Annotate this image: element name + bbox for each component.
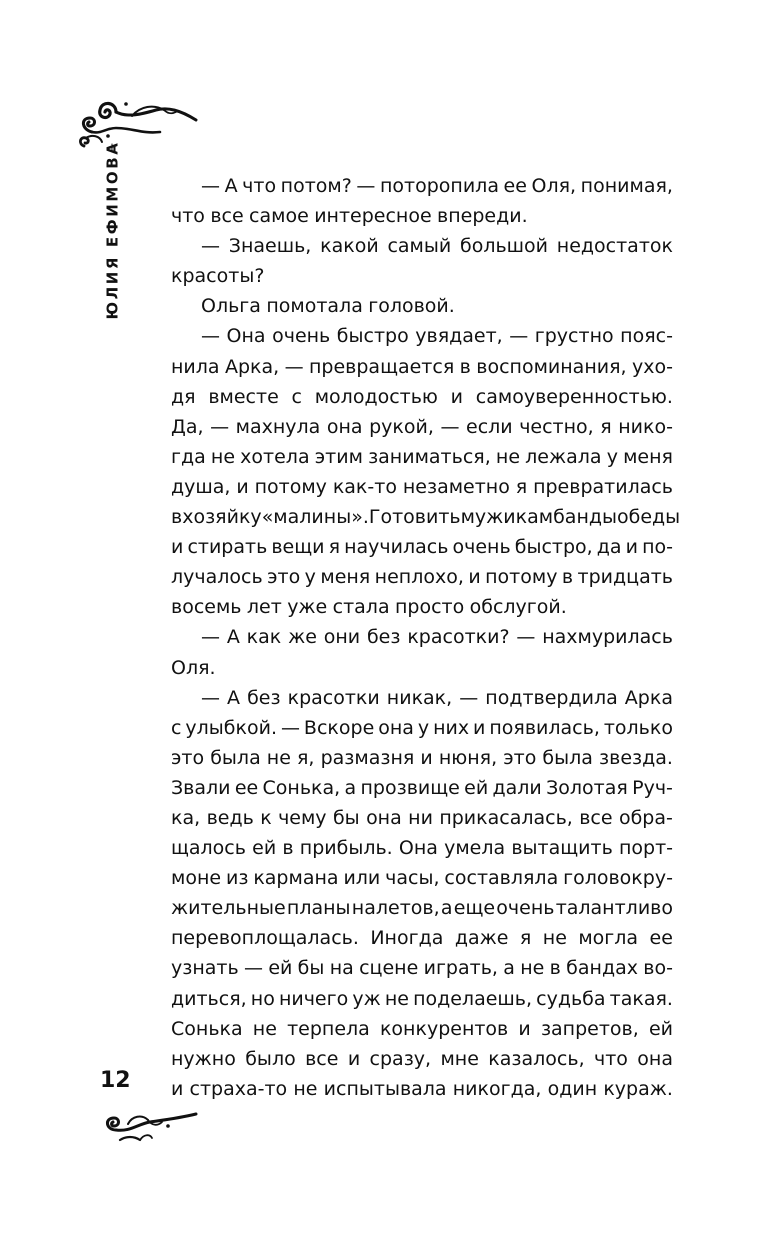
word: и <box>347 1047 361 1070</box>
word: и <box>171 1077 184 1100</box>
word: А <box>224 175 238 197</box>
word: налетов, <box>351 897 440 920</box>
word: «малины». <box>261 506 369 529</box>
text-line <box>171 743 673 773</box>
word: Звали <box>171 776 231 799</box>
word: обра- <box>618 806 673 829</box>
word: это <box>267 566 301 589</box>
word: в <box>561 566 574 589</box>
word: ни <box>408 806 433 829</box>
word: не <box>266 746 291 769</box>
word: и <box>236 475 249 498</box>
word: очень <box>452 536 511 559</box>
word: Оля. <box>171 656 216 679</box>
text-line <box>171 201 673 231</box>
text-line <box>171 502 681 532</box>
paragraph-2 <box>171 231 673 291</box>
word: и <box>625 536 639 559</box>
word: я <box>519 927 532 950</box>
text-line <box>171 532 673 562</box>
word: Золотая <box>546 776 628 799</box>
word: потом? <box>280 175 352 197</box>
word: Арка, <box>224 355 280 378</box>
word: честно, <box>519 415 594 438</box>
word: головой. <box>368 295 455 318</box>
word: без <box>366 626 401 649</box>
text-line <box>171 442 673 472</box>
word: — <box>440 415 460 438</box>
word: диться, <box>171 987 247 1010</box>
word: она <box>326 415 363 438</box>
word: и <box>171 536 184 559</box>
word: такая. <box>609 987 673 1010</box>
word: поделаешь, <box>413 987 533 1010</box>
word: ведь <box>206 806 254 829</box>
word: никогда, <box>452 1077 542 1100</box>
word: она <box>637 1047 673 1070</box>
word: все <box>305 1047 339 1070</box>
word: головокру- <box>563 867 673 890</box>
word: банды <box>553 506 618 529</box>
word: дали <box>492 776 542 799</box>
word: не <box>293 1077 318 1100</box>
word: я <box>600 415 612 438</box>
word: и <box>518 1017 531 1040</box>
word: если <box>466 415 513 438</box>
word: превращается <box>309 355 455 378</box>
word: — <box>210 415 230 438</box>
word: увядает, <box>415 325 503 348</box>
word: могла <box>578 927 639 950</box>
word: у <box>417 716 430 739</box>
word: и <box>420 746 433 769</box>
word: лет <box>246 596 282 619</box>
text-line <box>171 1074 673 1104</box>
word: — <box>280 716 300 739</box>
word: судьба <box>536 987 606 1010</box>
word: недостаток <box>556 235 673 258</box>
word: обеды <box>617 506 681 529</box>
word: появилась, <box>489 716 600 739</box>
text-line <box>171 321 673 351</box>
word: уже <box>287 596 328 619</box>
word: А <box>227 686 241 709</box>
word: или <box>343 867 381 890</box>
word: вещи <box>271 536 325 559</box>
text-line <box>171 352 673 382</box>
word: уж <box>352 987 381 1010</box>
word: дя <box>171 385 196 408</box>
word: бы <box>297 957 325 980</box>
word: восемь <box>171 596 242 619</box>
word: большой <box>459 235 549 258</box>
word: ее <box>503 175 527 197</box>
word: ее <box>649 927 673 950</box>
paragraph-6 <box>171 683 673 1104</box>
body-text <box>171 171 681 1104</box>
word: Арка <box>624 686 673 709</box>
word: к <box>260 806 272 829</box>
word: хотела <box>240 445 310 468</box>
word: ей <box>648 1017 673 1040</box>
word: и <box>473 716 486 739</box>
word: воспоминания, <box>476 355 627 378</box>
word: Вскоре <box>303 716 375 739</box>
word: красотки? <box>407 626 510 649</box>
word: какой <box>320 235 379 258</box>
word: я <box>515 475 528 498</box>
word: — <box>284 355 304 378</box>
word: прозвище <box>360 776 460 799</box>
word: душа, <box>171 475 231 498</box>
word: узнать <box>171 957 239 980</box>
word: бы <box>332 806 360 829</box>
text-line <box>171 863 673 893</box>
word: была <box>542 746 593 769</box>
word: они <box>323 626 361 649</box>
word: нужно <box>171 1047 236 1070</box>
scroll-ornament-bottom-icon <box>100 1100 200 1148</box>
text-line <box>171 1044 673 1074</box>
word: ей <box>268 957 293 980</box>
word: самоуверенностью. <box>475 385 673 408</box>
word: ей <box>464 776 489 799</box>
word: талантливо <box>555 897 673 920</box>
word: них <box>433 716 470 739</box>
word: нахмурилась <box>542 626 673 649</box>
word: перевоплощалась. <box>171 927 359 950</box>
word: А <box>226 626 240 649</box>
word: Она <box>398 837 438 860</box>
text-line <box>171 923 673 953</box>
word: же <box>288 626 317 649</box>
paragraph-1 <box>171 171 673 231</box>
text-line <box>171 713 673 743</box>
word: Знаешь, <box>228 235 312 258</box>
word: с <box>291 385 302 408</box>
word: ее <box>234 776 259 799</box>
word: — <box>509 325 529 348</box>
word: что <box>594 1047 628 1070</box>
word: звезда. <box>599 746 673 769</box>
scroll-ornament-top-icon <box>72 88 202 158</box>
word: научилась <box>344 536 449 559</box>
word: потому <box>485 566 558 589</box>
text-line <box>171 683 673 713</box>
word: не <box>210 445 236 468</box>
word: быстро, <box>514 536 593 559</box>
word: терпела <box>287 1017 370 1040</box>
word: в <box>459 355 471 378</box>
word: с <box>171 716 182 739</box>
word: Сонька <box>171 1017 243 1040</box>
word: страха-то <box>189 1077 288 1100</box>
word: понимая, <box>580 175 673 197</box>
word: а <box>440 897 453 920</box>
word: рукой, <box>369 415 434 438</box>
word: Готовить <box>368 506 461 529</box>
word: ка, <box>171 806 201 829</box>
word: поторопила <box>379 175 499 197</box>
word: она <box>366 806 402 829</box>
word: Она <box>226 325 266 348</box>
word: незаметно <box>402 475 510 498</box>
word: я, <box>297 746 315 769</box>
word: мужикам <box>460 506 554 529</box>
paragraph-3 <box>171 291 673 321</box>
word: прикасалась, <box>439 806 573 829</box>
word: просто <box>394 596 465 619</box>
text-line <box>171 291 673 321</box>
word: — <box>201 235 220 258</box>
word: Иногда <box>370 927 444 950</box>
text-line <box>171 1014 673 1044</box>
word: испытывала <box>323 1077 447 1100</box>
word: чему <box>278 806 327 829</box>
text-line <box>171 472 673 502</box>
word: потому <box>254 475 327 498</box>
word: подтвердила <box>485 686 618 709</box>
text-line <box>171 653 673 683</box>
word: была <box>210 746 261 769</box>
word: лучалось <box>171 566 263 589</box>
word: не <box>384 987 409 1010</box>
word: да <box>596 536 622 559</box>
word: меня <box>623 445 673 468</box>
text-line <box>171 622 673 652</box>
word: Ольга <box>201 295 261 318</box>
word: и <box>450 385 464 408</box>
word: — <box>201 175 220 197</box>
word: не <box>252 1017 277 1040</box>
text-line <box>171 803 673 833</box>
word: моне <box>171 867 222 890</box>
text-line <box>171 953 673 983</box>
text-line <box>171 773 673 803</box>
word: конкурентов <box>379 1017 509 1040</box>
word: кураж. <box>603 1077 673 1100</box>
word: Оля, <box>531 175 577 197</box>
word: самое <box>249 205 309 228</box>
word: в <box>171 506 183 529</box>
word: сразу, <box>369 1047 432 1070</box>
word: красотки <box>287 686 380 709</box>
word: мне <box>440 1047 479 1070</box>
word: Руч- <box>632 776 673 799</box>
page-number: 12 <box>100 1068 131 1093</box>
word: порт- <box>618 837 673 860</box>
word: это <box>171 746 205 769</box>
word: она <box>378 716 414 739</box>
word: составляла <box>444 867 559 890</box>
word: у <box>606 445 618 468</box>
word: я <box>328 536 341 559</box>
word: только <box>603 716 673 739</box>
word: молодостью <box>314 385 438 408</box>
word: Да, <box>171 415 204 438</box>
word: и <box>468 566 481 589</box>
running-head-author: ЮЛИЯ ЕФИМОВА <box>103 140 121 319</box>
word: из <box>225 867 249 890</box>
word: — <box>201 325 220 348</box>
word: было <box>245 1047 296 1070</box>
word: превратилась <box>533 475 673 498</box>
word: неплохо, <box>374 566 464 589</box>
word: не <box>495 445 521 468</box>
word: а <box>344 776 357 799</box>
word: — <box>356 175 376 197</box>
word: что <box>171 205 205 228</box>
word: лежала <box>525 445 602 468</box>
word: играть, <box>423 957 498 980</box>
text-line <box>171 562 673 592</box>
word: по- <box>642 536 673 559</box>
word: а <box>503 957 515 980</box>
word: нюня, <box>438 746 498 769</box>
word: самый <box>387 235 452 258</box>
word: стирать <box>187 536 268 559</box>
word: ничего <box>278 987 349 1010</box>
word: впереди. <box>437 205 528 228</box>
word: без <box>247 686 281 709</box>
word: интересное <box>314 205 432 228</box>
word: у <box>304 566 316 589</box>
word: вместе <box>208 385 279 408</box>
word: — <box>201 626 220 649</box>
word: — <box>459 686 479 709</box>
text-line <box>171 171 673 201</box>
word: ей <box>252 837 277 860</box>
word: не <box>520 957 545 980</box>
word: кармана <box>253 867 339 890</box>
word: заниматься, <box>368 445 491 468</box>
word: один <box>547 1077 598 1100</box>
word: грустно <box>534 325 614 348</box>
text-line <box>171 893 673 923</box>
word: казалось, <box>488 1047 585 1070</box>
word: в <box>549 957 561 980</box>
word: помотала <box>266 295 363 318</box>
word: в <box>282 837 294 860</box>
text-line <box>171 261 673 291</box>
word: запретов, <box>540 1017 639 1040</box>
word: не <box>542 927 567 950</box>
text-line <box>171 412 673 442</box>
word: бандах <box>566 957 638 980</box>
word: стала <box>332 596 390 619</box>
word: часы, <box>385 867 440 890</box>
word: вытащить <box>511 837 613 860</box>
text-line <box>171 231 673 261</box>
paragraph-5 <box>171 622 673 682</box>
word: меня <box>320 566 371 589</box>
word: жительные <box>171 897 286 920</box>
word: — <box>201 686 220 709</box>
word: хозяйку <box>182 506 262 529</box>
word: очень <box>272 325 331 348</box>
word: гда <box>171 445 206 468</box>
word: все <box>579 806 613 829</box>
word: улыбкой. <box>185 716 278 739</box>
word: никак, <box>386 686 453 709</box>
paragraph-4 <box>171 321 681 622</box>
word: пояс- <box>620 325 673 348</box>
word: этим <box>314 445 363 468</box>
word: даже <box>454 927 509 950</box>
text-line <box>171 984 673 1014</box>
word: нико- <box>618 415 673 438</box>
word: ухо- <box>631 355 673 378</box>
word: тридцать <box>577 566 673 589</box>
word: но <box>250 987 275 1010</box>
word: — <box>244 957 263 980</box>
word: щалось <box>171 837 246 860</box>
word: планы <box>286 897 351 920</box>
word: очень <box>496 897 555 920</box>
word: еще <box>453 897 496 920</box>
text-line <box>171 382 673 412</box>
word: махнула <box>235 415 321 438</box>
running-head <box>97 140 127 319</box>
word: это <box>503 746 537 769</box>
word: все <box>210 205 244 228</box>
word: быстро <box>336 325 409 348</box>
word: сцене <box>359 957 419 980</box>
word: Сонька, <box>262 776 341 799</box>
word: что <box>242 175 277 197</box>
text-line <box>171 833 673 863</box>
word: как <box>246 626 282 649</box>
word: нила <box>171 355 220 378</box>
word: размазня <box>320 746 415 769</box>
word: красоты? <box>171 265 265 288</box>
word: на <box>329 957 354 980</box>
word: обслугой. <box>469 596 567 619</box>
word: умела <box>444 837 506 860</box>
word: прибыль. <box>299 837 393 860</box>
word: — <box>516 626 536 649</box>
text-line <box>171 592 673 622</box>
word: как-то <box>332 475 397 498</box>
word: во- <box>643 957 673 980</box>
